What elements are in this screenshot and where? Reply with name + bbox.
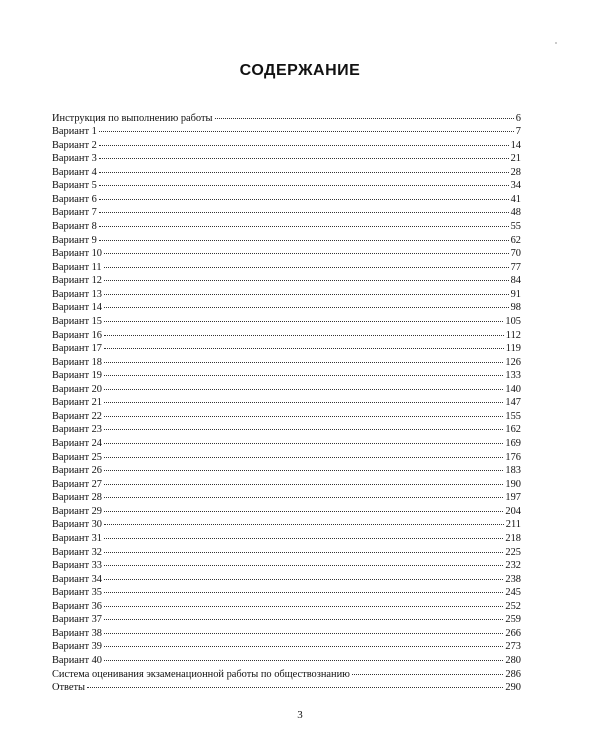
toc-dot-leader (104, 565, 503, 566)
toc-entry (52, 369, 521, 383)
toc-entry-page: 77 (510, 261, 521, 273)
toc-entry-page: 245 (505, 587, 521, 599)
toc-entry-page: 238 (505, 573, 521, 585)
toc-entry-label: Вариант 39 (52, 641, 102, 653)
toc-entry-label: Вариант 23 (52, 424, 102, 436)
toc-entry-page: 266 (505, 627, 521, 639)
toc-entry-label: Вариант 31 (52, 532, 102, 544)
toc-entry (52, 383, 521, 397)
toc-entry-label: Вариант 21 (52, 397, 102, 409)
toc-entry-label: Вариант 13 (52, 288, 102, 300)
toc-entry (52, 600, 521, 614)
toc-dot-leader (104, 619, 503, 620)
toc-dot-leader (104, 511, 503, 512)
toc-dot-leader (104, 552, 503, 553)
table-of-contents (52, 112, 521, 695)
toc-entry-page: 197 (505, 492, 521, 504)
toc-entry (52, 315, 521, 329)
toc-entry (52, 112, 521, 126)
toc-dot-leader (99, 199, 509, 200)
toc-entry-page: 259 (505, 614, 521, 626)
toc-entry-page: 183 (505, 465, 521, 477)
toc-entry-label: Вариант 3 (52, 153, 97, 165)
toc-entry-label: Вариант 19 (52, 370, 102, 382)
toc-entry (52, 274, 521, 288)
toc-entry-label: Ответы (52, 682, 86, 694)
toc-entry (52, 681, 521, 695)
toc-dot-leader (99, 185, 509, 186)
toc-entry-page: 133 (505, 370, 521, 382)
toc-dot-leader (104, 524, 504, 525)
toc-entry-page: 14 (510, 139, 521, 151)
toc-dot-leader (104, 633, 503, 634)
toc-entry (52, 518, 521, 532)
toc-entry-label: Вариант 6 (52, 193, 97, 205)
toc-entry-label: Вариант 38 (52, 627, 102, 639)
toc-entry (52, 247, 521, 261)
toc-dot-leader (99, 172, 509, 173)
toc-entry-page: 147 (505, 397, 521, 409)
toc-dot-leader (104, 348, 504, 349)
toc-entry-page: 105 (505, 315, 521, 327)
toc-entry (52, 356, 521, 370)
toc-entry (52, 206, 521, 220)
toc-dot-leader (104, 294, 509, 295)
toc-dot-leader (104, 389, 503, 390)
toc-entry-page: 232 (505, 560, 521, 572)
toc-dot-leader (104, 470, 503, 471)
toc-dot-leader (104, 606, 503, 607)
toc-entry-page: 62 (510, 234, 521, 246)
toc-entry-page: 28 (510, 166, 521, 178)
toc-dot-leader (99, 240, 509, 241)
toc-entry-page: 169 (505, 438, 521, 449)
toc-entry (52, 396, 521, 410)
toc-entry-label: Вариант 26 (52, 465, 102, 477)
toc-dot-leader (352, 674, 504, 675)
toc-dot-leader (104, 402, 503, 403)
toc-dot-leader (87, 687, 503, 688)
toc-entry-page: 91 (510, 288, 521, 300)
toc-entry-page: 155 (505, 410, 521, 422)
toc-entry-page: 21 (510, 153, 521, 165)
toc-entry-label: Вариант 7 (52, 207, 97, 219)
toc-entry (52, 586, 521, 600)
toc-entry (52, 301, 521, 315)
toc-dot-leader (104, 646, 503, 647)
toc-entry-page: 176 (505, 451, 521, 463)
toc-entry (52, 451, 521, 465)
toc-entry-page: 112 (505, 329, 521, 341)
toc-dot-leader (104, 375, 503, 376)
toc-dot-leader (104, 579, 503, 580)
toc-entry-label: Система оценивания экзаменационной работы по обществознанию (52, 668, 350, 680)
toc-entry (52, 193, 521, 207)
toc-entry-label: Вариант 29 (52, 505, 102, 517)
toc-entry-page: 48 (510, 207, 521, 219)
toc-entry (52, 261, 521, 275)
toc-entry-label: Вариант 14 (52, 302, 102, 314)
toc-entry-page: 6 (515, 112, 521, 124)
toc-dot-leader (99, 131, 514, 132)
toc-dot-leader (104, 253, 509, 254)
toc-entry-label: Вариант 20 (52, 383, 102, 395)
toc-dot-leader (99, 145, 509, 146)
toc-entry-page: 70 (510, 248, 521, 260)
toc-entry (52, 288, 521, 302)
toc-dot-leader (104, 660, 503, 661)
toc-dot-leader (104, 592, 503, 593)
toc-entry-label: Вариант 9 (52, 234, 97, 246)
toc-entry (52, 613, 521, 627)
toc-entry (52, 654, 521, 668)
toc-entry-page: 126 (505, 356, 521, 368)
toc-entry-page: 7 (515, 126, 521, 138)
toc-entry (52, 546, 521, 560)
toc-entry (52, 532, 521, 546)
toc-entry-label: Вариант 32 (52, 546, 102, 558)
toc-entry-page: 140 (505, 383, 521, 395)
toc-entry-label: Вариант 28 (52, 492, 102, 504)
toc-entry-label: Вариант 16 (52, 329, 102, 341)
toc-entry (52, 342, 521, 356)
toc-dot-leader (99, 226, 509, 227)
page-title: СОДЕРЖАНИЕ (239, 62, 361, 79)
toc-dot-leader (104, 321, 503, 322)
toc-dot-leader (104, 362, 503, 363)
toc-entry-page: 280 (505, 655, 521, 666)
toc-entry-label: Вариант 17 (52, 343, 102, 355)
toc-entry-label: Вариант 22 (52, 410, 102, 422)
toc-entry-page: 211 (505, 519, 521, 531)
toc-entry-label: Вариант 11 (52, 261, 102, 273)
toc-entry (52, 179, 521, 193)
toc-entry (52, 125, 521, 139)
toc-entry-label: Вариант 18 (52, 356, 102, 368)
toc-entry (52, 139, 521, 153)
toc-entry-label: Вариант 15 (52, 315, 102, 327)
toc-dot-leader (104, 416, 503, 417)
toc-entry-page: 34 (510, 180, 521, 192)
page-number: 3 (297, 709, 303, 721)
toc-entry-label: Вариант 33 (52, 560, 102, 572)
toc-dot-leader (99, 212, 509, 213)
toc-entry-page: 41 (510, 193, 521, 205)
toc-entry-label: Вариант 24 (52, 438, 102, 449)
toc-entry-page: 190 (505, 478, 521, 490)
toc-entry-label: Вариант 10 (52, 248, 102, 260)
toc-entry-page: 119 (505, 343, 521, 355)
toc-entry (52, 559, 521, 573)
toc-entry (52, 505, 521, 519)
toc-entry-label: Вариант 37 (52, 614, 102, 626)
toc-dot-leader (104, 538, 503, 539)
toc-dot-leader (104, 280, 509, 281)
toc-entry-label: Вариант 2 (52, 139, 97, 151)
toc-dot-leader (104, 429, 503, 430)
toc-entry (52, 220, 521, 234)
toc-entry-page: 204 (505, 505, 521, 517)
toc-entry-label: Инструкция по выполнению работы (52, 112, 213, 124)
toc-dot-leader (99, 158, 509, 159)
toc-dot-leader (104, 307, 509, 308)
toc-entry (52, 627, 521, 641)
toc-dot-leader (104, 267, 509, 268)
toc-dot-leader (104, 457, 503, 458)
toc-entry-page: 290 (505, 682, 521, 694)
toc-entry-label: Вариант 8 (52, 221, 97, 232)
toc-entry (52, 166, 521, 180)
toc-entry-label: Вариант 4 (52, 166, 97, 178)
toc-entry-label: Вариант 34 (52, 573, 102, 585)
toc-entry-page: 252 (505, 600, 521, 612)
toc-entry-page: 162 (505, 424, 521, 436)
toc-entry-label: Вариант 1 (52, 126, 97, 138)
toc-entry (52, 410, 521, 424)
toc-entry-page: 273 (505, 641, 521, 653)
toc-entry (52, 478, 521, 492)
toc-entry (52, 152, 521, 166)
toc-dot-leader (104, 484, 503, 485)
toc-dot-leader (104, 497, 503, 498)
toc-entry-page: 286 (505, 668, 521, 680)
toc-entry (52, 640, 521, 654)
toc-entry-label: Вариант 12 (52, 275, 102, 287)
toc-entry (52, 464, 521, 478)
toc-entry-label: Вариант 27 (52, 478, 102, 490)
toc-entry-page: 98 (510, 302, 521, 314)
toc-entry-label: Вариант 30 (52, 519, 102, 531)
toc-entry-page: 55 (510, 221, 521, 232)
toc-entry (52, 329, 521, 343)
toc-entry (52, 437, 521, 451)
toc-entry-page: 218 (505, 532, 521, 544)
toc-entry-label: Вариант 25 (52, 451, 102, 463)
toc-entry-label: Вариант 5 (52, 180, 97, 192)
toc-entry (52, 668, 521, 682)
toc-dot-leader (104, 335, 504, 336)
toc-dot-leader (215, 118, 514, 119)
toc-entry (52, 234, 521, 248)
toc-entry (52, 491, 521, 505)
scan-speck (555, 42, 557, 44)
toc-entry (52, 423, 521, 437)
toc-entry-label: Вариант 35 (52, 587, 102, 599)
toc-entry-label: Вариант 40 (52, 655, 102, 666)
toc-entry-page: 84 (510, 275, 521, 287)
toc-dot-leader (104, 443, 503, 444)
toc-entry-label: Вариант 36 (52, 600, 102, 612)
toc-entry-page: 225 (505, 546, 521, 558)
toc-entry (52, 573, 521, 587)
